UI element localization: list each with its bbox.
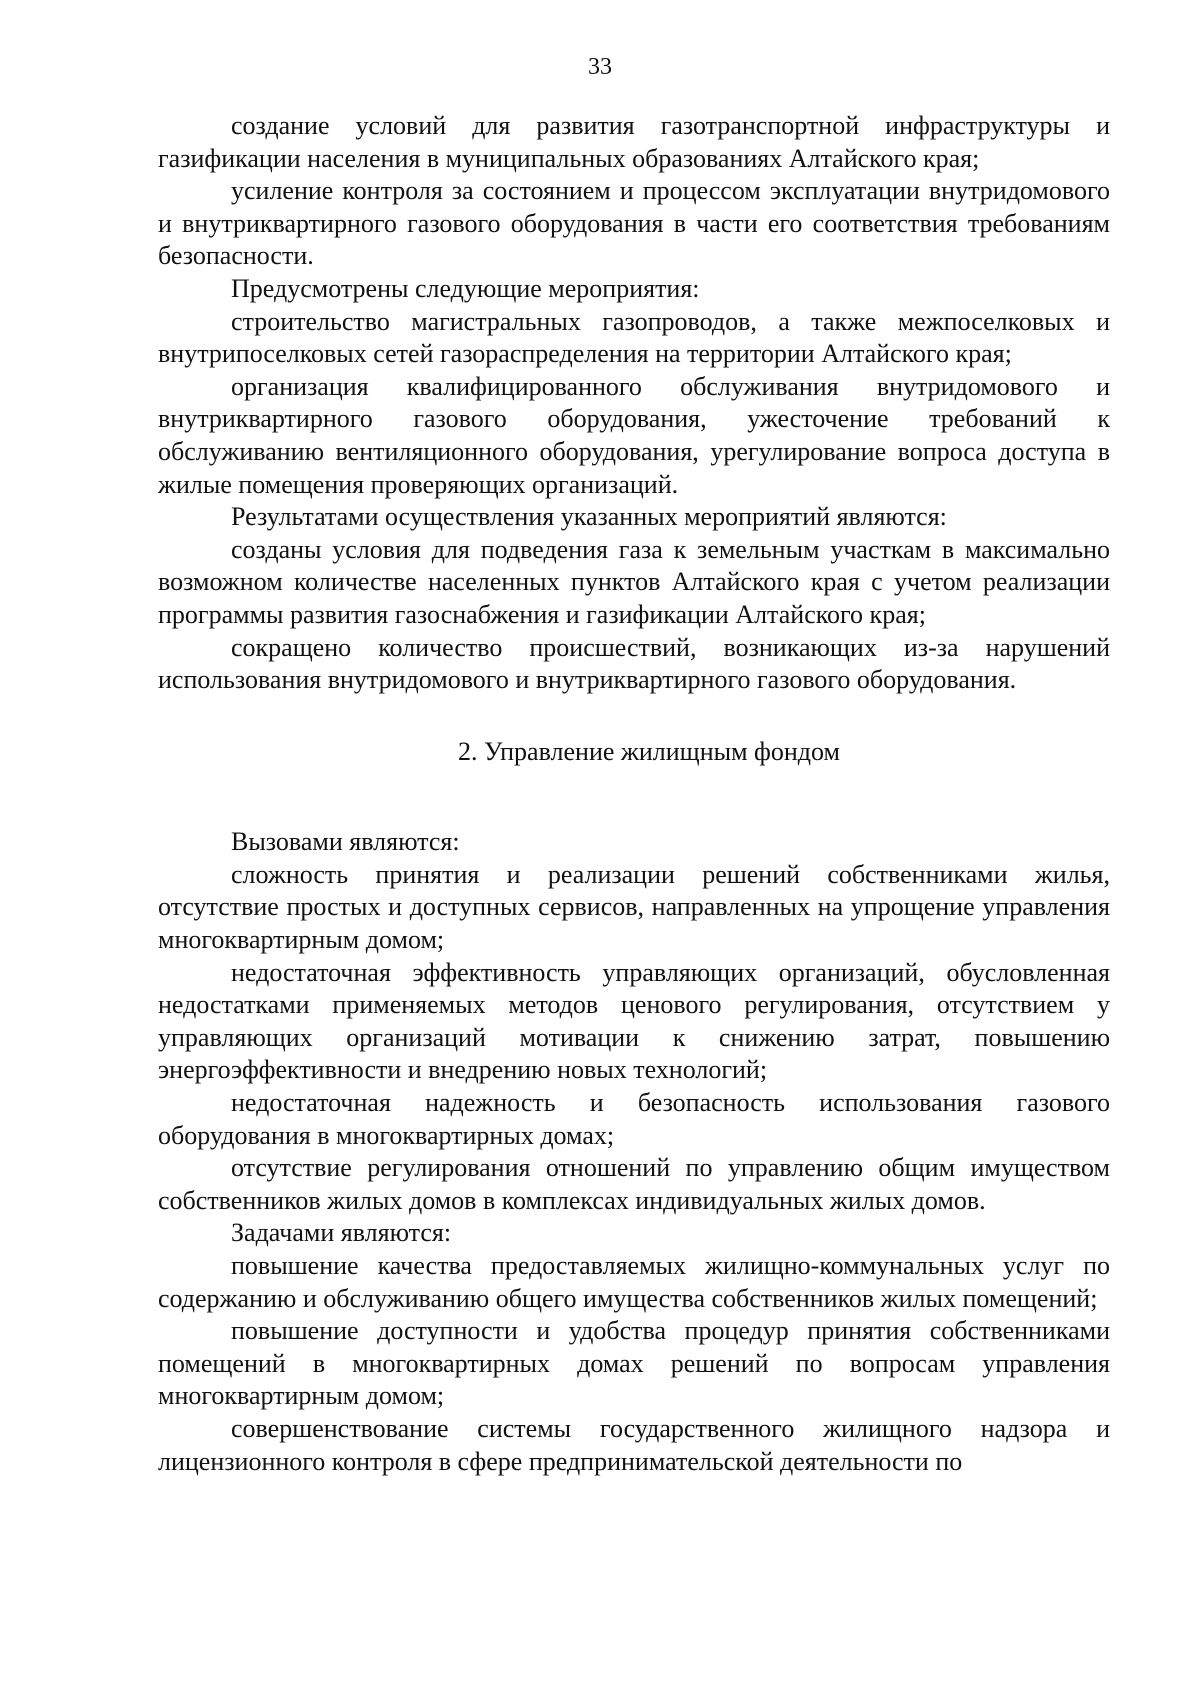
paragraph: Результатами осуществления указанных мероприятий являются: — [231, 502, 947, 532]
paragraph: Задачами являются: — [231, 1218, 452, 1248]
paragraph: строительство магистральных газопроводов, а также межпоселковых и внутрипоселковых сетей газораспределения на территории Алтайского края; — [158, 306, 1110, 369]
paragraph: создание условий для развития газотранспортной инфраструктуры и газификации населения в муниципальных образованиях Алтайского края; — [158, 111, 1110, 173]
paragraph: созданы условия для подведения газа к земельным участкам в максимально возможном количестве населенных пунктов Алтайского края с учетом реализации программы развития газоснабжения и газификации Алтайского края; — [158, 534, 1110, 629]
page-number: 33 — [588, 54, 612, 80]
paragraph: Вызовами являются: — [231, 827, 460, 857]
paragraph: повышение доступности и удобства процедур принятия собственниками помещений в многоквартирных домах решений по вопросам управления многоквартирным домом; — [158, 1316, 1110, 1411]
paragraph: недостаточная эффективность управляющих организаций, обусловленная недостатками применяемых методов ценового регулирования, отсутствием у управляющих организаций мотивации к снижению затрат, повышению энергоэффективности и внедрению новых технологий; — [158, 957, 1110, 1085]
paragraph: отсутствие регулирования отношений по управлению общим имуществом собственников жилых домов в комплексах индивидуальных жилых домов. — [158, 1153, 1110, 1215]
paragraph: повышение качества предоставляемых жилищно-коммунальных услуг по содержанию и обслуживанию общего имущества собственников жилых помещений; — [158, 1251, 1110, 1313]
paragraph: Предусмотрены следующие мероприятия: — [231, 273, 700, 303]
paragraph: сложность принятия и реализации решений собственниками жилья, отсутствие простых и доступных сервисов, направленных на упрощение управления многоквартирным домом; — [158, 859, 1110, 955]
paragraph: сокращено количество происшествий, возникающих из-за нарушений использования внутридомового и внутриквартирного газового оборудования. — [158, 632, 1110, 695]
document-body — [158, 110, 1110, 1478]
paragraph: недостаточная надежность и безопасность использования газового оборудования в многоквартирных домах; — [158, 1088, 1110, 1150]
paragraph: усиление контроля за состоянием и процессом эксплуатации внутридомового и внутриквартирного газового оборудования в части его соответствия требованиям безопасности. — [158, 176, 1110, 271]
section-heading: 2. Управление жилищным фондом — [458, 736, 840, 766]
paragraph: совершенствование системы государственного жилищного надзора и лицензионного контроля в сфере предпринимательской деятельности по — [158, 1413, 1110, 1476]
paragraph: организация квалифицированного обслуживания внутридомового и внутриквартирного газового оборудования, ужесточение требований к обслуживанию вентиляционного оборудования, урегулирование вопроса доступа в жилые помещения проверяющих организаций. — [158, 371, 1110, 499]
